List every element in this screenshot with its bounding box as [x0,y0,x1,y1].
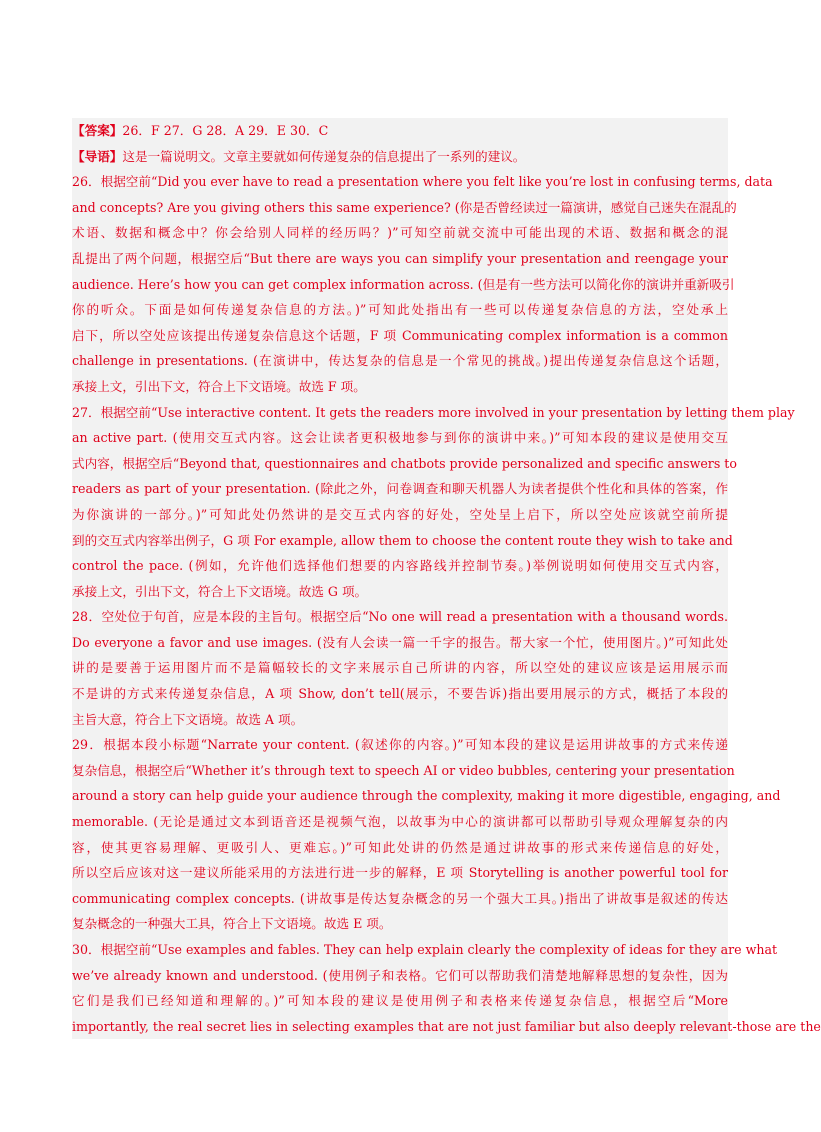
text-line: 你的听众。下面是如何传递复杂信息的方法。)”可知此处指出有一些可以传递复杂信息的方法，空处承上 [72,302,728,318]
text-line: challenge in presentations. (在演讲中，传达复杂的信息是一个常见的挑战。)提出传递复杂信息这个话题， [72,353,728,369]
text-line: 30．根据空前“Use examples and fables. They can help explain clearly the complexity of ideas for they are what [72,942,778,957]
text-line: and concepts? Are you giving others this same experience? (你是否曾经读过一篇演讲，感觉自己迷失在混乱的 [72,199,737,215]
text-line: 式内容，根据空后“Beyond that, questionnaires and chatbots provide personalized and specific answers to [72,455,737,471]
text-line: 复杂信息，根据空后“Whether it’s through text to speech AI or video bubbles, centering your presentation [72,762,735,778]
text-line: 27．根据空前“Use interactive content. It gets the readers more involved in your presentation by letting them play [72,404,795,420]
text-line: 不是讲的方式来传递复杂信息，A 项 Show, don’t tell(展示，不要告诉)指出要用展示的方式，概括了本段的 [72,686,728,702]
text-line: 29．根据本段小标题“Narrate your content. (叙述你的内容。)”可知本段的建议是运用讲故事的方式来传递 [72,737,728,753]
guide-label: 【导语】 [72,148,123,164]
text-line: 启下，所以空处应该提出传递复杂信息这个话题，F 项 Communicating complex information is a common [72,327,728,343]
text-line: memorable. (无论是通过文本到语音还是视频气泡，以故事为中心的演讲都可以帮助引导观众理解复杂的内 [72,814,728,830]
answer-label: 【答案】 [72,123,123,138]
text-line: 容，使其更容易理解、更吸引人、更难忘。)”可知此处讲的仍然是通过讲故事的形式来传递信息的好处， [72,839,728,855]
text-line: control the pace. (例如，允许他们选择他们想要的内容路线并控制节奏。)举例说明如何使用交互式内容， [72,558,728,574]
text-line: 它们是我们已经知道和理解的。)”可知本段的建议是使用例子和表格来传递复杂信息，根据空后“More [72,993,728,1009]
text-line: 28．空处位于句首，应是本段的主旨句。根据空后“No one will read a presentation with a thousand words. [72,609,728,625]
text-line: 术语、数据和概念中？你会给别人同样的经历吗？)”可知空前就交流中可能出现的术语、数据和概念的混 [72,225,728,241]
text-line: around a story can help guide your audience through the complexity, making it more digestible, engaging, and [72,788,781,804]
text-line: 为你演讲的一部分。)”可知此处仍然讲的是交互式内容的好处，空处呈上启下，所以空处应该就空前所提 [72,506,728,522]
text-line: 所以空后应该对这一建议所能采用的方法进行进一步的解释，E 项 Storytelling is another powerful tool for [72,865,728,881]
text-line: 到的交互式内容举出例子，G 项 For example, allow them to choose the content route they wish to take and [72,532,733,548]
text-line: Do everyone a favor and use images. (没有人会读一篇一千字的报告。帮大家一个忙，使用图片。)”可知此处 [72,634,728,650]
text-line: importantly, the real secret lies in selecting examples that are not just familiar but also deeply relevant-those are the [72,1018,821,1034]
text-line: 承接上文，引出下文，符合上下文语境。故选 G 项。 [72,583,368,599]
text-line: 承接上文，引出下文，符合上下文语境。故选 F 项。 [72,378,366,394]
text-line: 讲的是要善于运用图片而不是篇幅较长的文字来展示自己所讲的内容，所以空处的建议应该是运用展示而 [72,660,728,676]
text-line: 26．根据空前“Did you ever have to read a presentation where you felt like you’re lost in confusing terms, data [72,174,773,190]
text-line: 主旨大意，符合上下文语境。故选 A 项。 [72,711,304,727]
text-line: 复杂概念的一种强大工具，符合上下文语境。故选 E 项。 [72,916,392,932]
text-line: we’ve already known and understood. (使用例子和表格。它们可以帮助我们清楚地解释思想的复杂性，因为 [72,967,728,983]
text-line: audience. Here’s how you can get complex information across. (但是有一些方法可以简化你的演讲并重新吸引 [72,276,735,292]
guide-text: 这是一篇说明文。文章主要就如何传递复杂的信息提出了一系列的建议。 [122,148,526,164]
explanation-page [72,118,821,1039]
text-line: an active part. (使用交互式内容。这会让读者更积极地参与到你的演讲中来。)”可知本段的建议是使用交互 [72,430,728,446]
text-line: communicating complex concepts. (讲故事是传达复杂概念的另一个强大工具。)指出了讲故事是叙述的传达 [72,890,728,906]
text-line: readers as part of your presentation. (除此之外，问卷调查和聊天机器人为读者提供个性化和具体的答案，作 [72,481,728,497]
explanation-body [72,169,821,1039]
guide-line [72,144,728,170]
answer-text: 26．F 27．G 28．A 29．E 30．C [122,123,329,138]
answer-line [72,118,728,144]
text-line: 乱提出了两个问题，根据空后“But there are ways you can simplify your presentation and reengage your [72,250,728,266]
